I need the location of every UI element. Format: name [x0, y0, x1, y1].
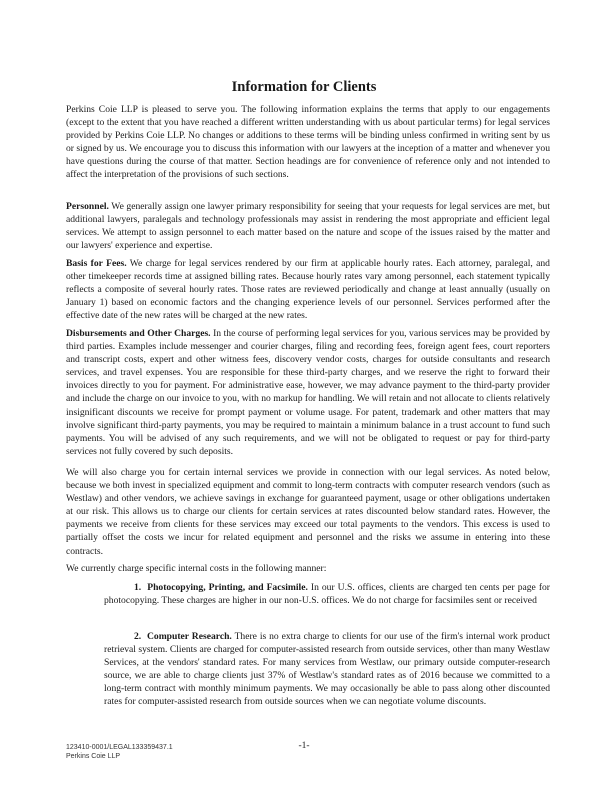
disbursements-heading: Disbursements and Other Charges. [66, 328, 211, 339]
item-text: In our U.S. offices, clients are charged ten cents per page for photocopying. These charges are higher in our non-U.S. offices. We do not charge for facsimiles sent or received [104, 582, 551, 607]
internal-services-paragraph: We will also charge you for certain internal services we provide in connection with our legal services. As noted below, because we both invest in specialized equipment and commit to long-term contracts with computer research vendors (such as Westlaw) and other vendors, we achieve savings in exchange for guaranteed payment, usage or other obligations undertaken at our risk. This allows us to charge our clients for certain services at rates discounted below standard rates. However, the payments we receive from clients for these services may exceed our total payments to the vendors. This excess is used to partially offset the costs we incur for related equipment and personnel and the risks we assume in entering into these contracts. [66, 467, 550, 557]
fees-heading: Basis for Fees. [66, 258, 127, 269]
list-item-computer-research [104, 630, 550, 709]
fees-paragraph [66, 257, 550, 322]
page-number: -1- [298, 741, 310, 751]
document-id: 123410-0001/LEGAL133359437.1 [66, 744, 173, 751]
item-text: There is no extra charge to clients for our use of the firm's internal work product retrieval system. Clients are charged for computer-assisted research from outside services, other than many Westlaw Services, at the vendors' standard rates. For many services from Westlaw, our primary outside computer-research source, we are able to charge clients just 37% of Westlaw's standard rates as of 2016 because we committed to a long-term contract with monthly minimum payments. We may occasionally be able to pass along other discounted rates for computer-assisted research from outside sources when we can negotiate volume discounts. [104, 631, 551, 708]
firm-name: Perkins Coie LLP [66, 753, 121, 760]
item-number: 2. [134, 631, 142, 642]
item-heading: Computer Research. [146, 631, 232, 642]
personnel-text: We generally assign one lawyer primary responsibility for seeing that your requests for legal services are met, but additional lawyers, paralegals and technology professionals may assist in rendering the most appropriate and efficient legal services. We attempt to assign personnel to each matter based on the nature and scope of the issues raised by the matter and our lawyers' experience and expertise. [66, 201, 551, 252]
intro-paragraph: Perkins Coie LLP is pleased to serve you. The following information explains the terms that apply to our engagements (except to the extent that you have reached a different written understanding with us about particular terms) for legal services provided by Perkins Coie LLP. No changes or additions to these terms will be binding unless confirmed in writing sent by us or signed by us. We encourage you to discuss this information with our lawyers at the inception of a matter and whenever you have questions during the course of that matter. Section headings are for convenience of reference only and not intended to affect the interpretation of the provisions of such sections. [66, 104, 550, 181]
page-title: Information for Clients [231, 79, 377, 95]
disbursements-paragraph [66, 327, 550, 458]
fees-text: We charge for legal services rendered by our firm at applicable hourly rates. Each attorney, paralegal, and other timekeeper records time at assigned billing rates. Because hourly rates vary among personnel, each statement typically reflects a composite of several hourly rates. Those rates are reviewed periodically and change at least annually (usually on January 1) based on economic factors and the changing experience levels of our personnel. Services performed after the effective date of the new rates will be charged at the new rates. [66, 258, 550, 322]
list-item-photocopying [104, 581, 550, 607]
personnel-paragraph [66, 200, 550, 252]
specific-costs-intro: We currently charge specific internal costs in the following manner: [66, 563, 327, 574]
personnel-heading: Personnel. [66, 201, 109, 212]
item-heading: Photocopying, Printing, and Facsimile. [147, 582, 308, 593]
disbursements-text: In the course of performing legal services for you, various services may be provided by third parties. Examples include messenger and courier charges, filing and recording fees, foreign agent fees, court reporters and transcript costs, expert and other witness fees, discovery vendor costs, charges for outside consultants and research services, and travel expenses. You are responsible for these third-party charges, and we reserve the right to forward their invoices directly to you for payment. For administrative ease, however, we may advance payment to the third-party provider and include the charge on our invoice to you, with no markup for handling. We will retain and not allocate to clients relatively insignificant discounts we receive for prompt payment or volume usage. For patent, trademark and other matters that may involve significant third-party payments, you may be required to maintain a minimum balance in a trust account to fund such payments. You will be advised of any such requirements, and we will not be obligated to request or pay for third-party services not fully covered by such deposits. [66, 328, 550, 457]
item-number: 1. [134, 582, 142, 593]
